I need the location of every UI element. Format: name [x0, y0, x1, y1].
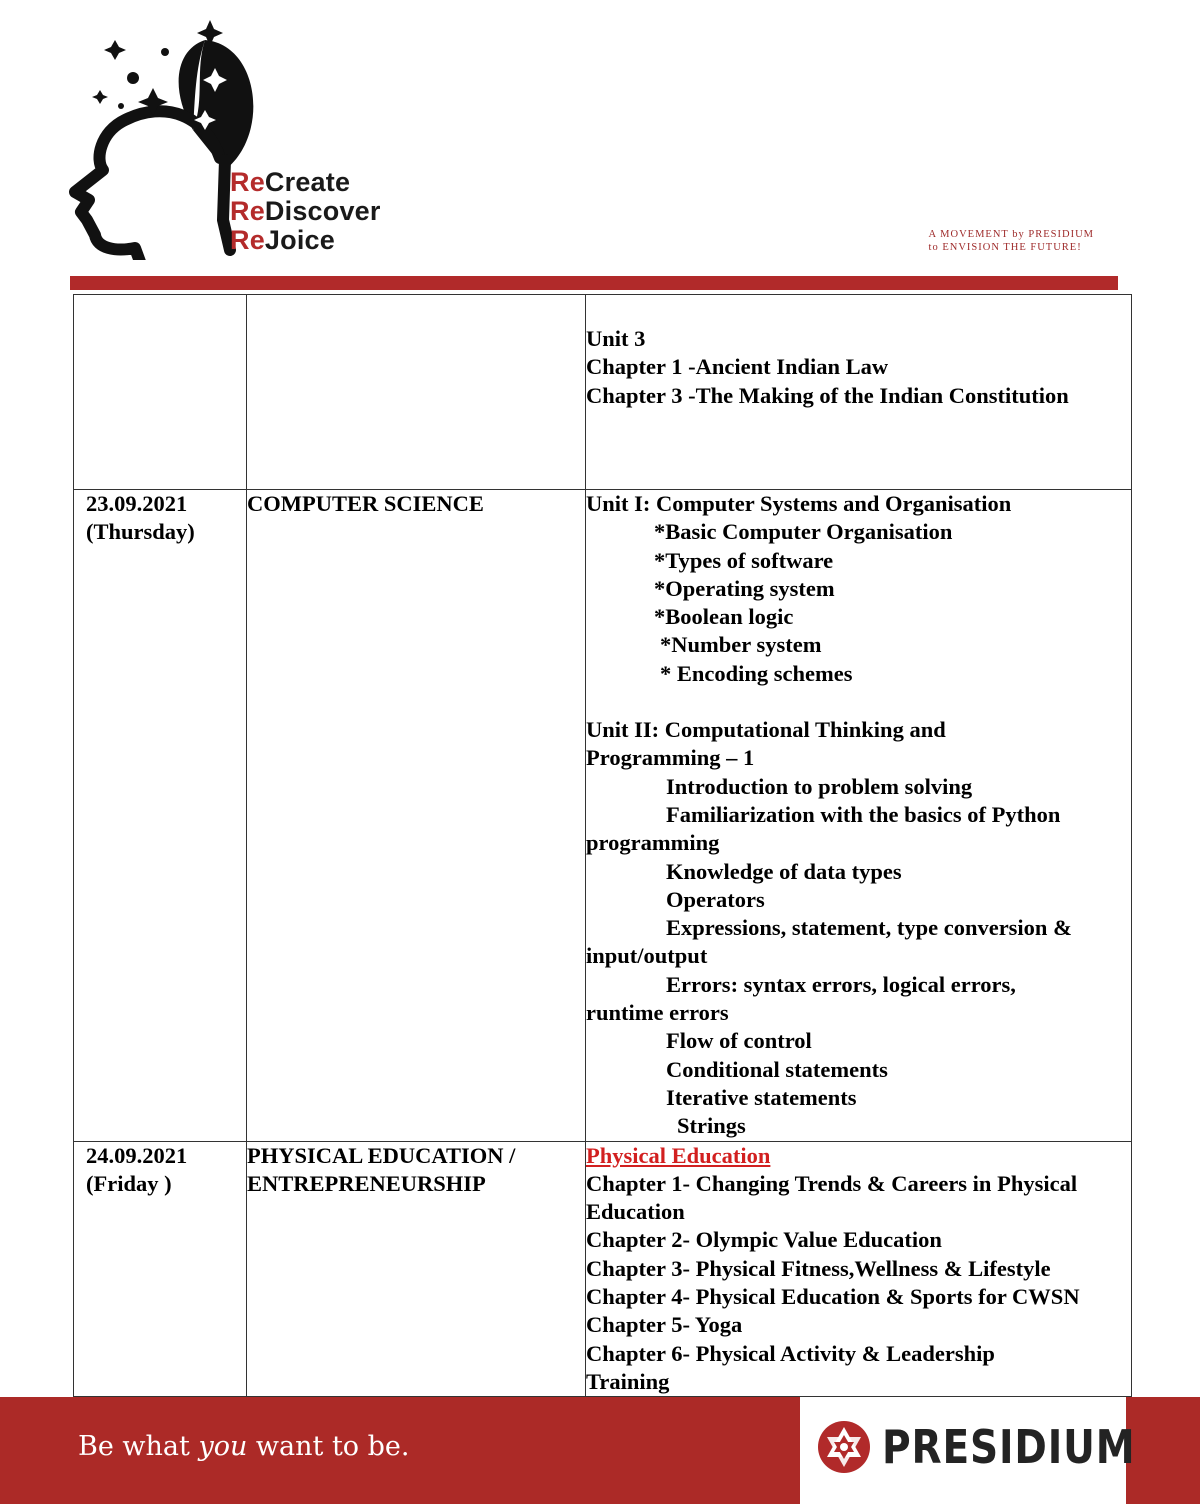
- syllabus-line: Chapter 6- Physical Activity & Leadership: [586, 1340, 995, 1366]
- syllabus-line: Unit 3: [586, 326, 646, 351]
- syllabus-line: input/output: [586, 943, 708, 969]
- presidium-brand: [816, 1419, 1180, 1475]
- syllabus-line: Chapter 1 -Ancient Indian Law: [586, 354, 889, 380]
- syllabus-line: programming: [586, 830, 720, 856]
- syllabus-line: Errors: syntax errors, logical errors,: [666, 971, 1016, 997]
- syllabus-cell: [586, 490, 1132, 1142]
- logo-line-3: ReJoice: [230, 225, 335, 255]
- syllabus-line: *Number system: [660, 632, 822, 658]
- syllabus-line: Chapter 3 -The Making of the Indian Constitution: [586, 382, 1069, 408]
- footer-tagline: Be what you want to be.: [78, 1431, 410, 1462]
- table-row: [74, 490, 1132, 1142]
- subject-name: PHYSICAL EDUCATION /: [247, 1142, 516, 1168]
- exam-date: 24.09.2021: [86, 1142, 188, 1168]
- exam-date: 23.09.2021: [86, 491, 188, 516]
- syllabus-cell: [586, 1141, 1132, 1397]
- syllabus-line: *Basic Computer Organisation: [654, 519, 953, 545]
- footer-banner: [0, 1397, 1200, 1504]
- table-row: [74, 1141, 1132, 1397]
- syllabus-line: Programming – 1: [586, 745, 755, 771]
- subject-cell: [247, 1141, 586, 1397]
- syllabus-line: *Operating system: [654, 575, 835, 601]
- date-cell: [74, 1141, 247, 1397]
- exam-day: (Friday ): [86, 1170, 172, 1196]
- syllabus-line: Unit I: Computer Systems and Organisation: [586, 491, 1012, 516]
- syllabus-line: Chapter 5- Yoga: [586, 1312, 743, 1338]
- table-row: [74, 295, 1132, 490]
- syllabus-line: Familiarization with the basics of Python: [666, 801, 1061, 827]
- syllabus-line: Expressions, statement, type conversion &: [666, 915, 1072, 941]
- syllabus-line: Chapter 3- Physical Fitness,Wellness & Lifestyle: [586, 1255, 1051, 1281]
- movement-slogan: A MOVEMENT by PRESIDIUM to ENVISION THE FUTURE!: [928, 229, 1094, 253]
- date-cell: [74, 490, 247, 1142]
- syllabus-line: Chapter 1- Changing Trends & Careers in Physical: [586, 1170, 1078, 1196]
- logo-line-2: ReDiscover: [230, 196, 381, 226]
- syllabus-line: * Encoding schemes: [660, 660, 853, 686]
- logo-wordmark: [230, 168, 381, 255]
- syllabus-line: runtime errors: [586, 1000, 729, 1026]
- footer-brand-panel: [800, 1397, 1136, 1504]
- syllabus-line: Operators: [666, 886, 765, 912]
- syllabus-line: Introduction to problem solving: [666, 773, 973, 799]
- syllabus-line: Iterative statements: [666, 1084, 857, 1110]
- presidium-star-emblem-icon: [816, 1419, 872, 1475]
- syllabus-line: Training: [586, 1368, 670, 1394]
- physical-education-heading: Physical Education: [586, 1142, 771, 1168]
- subject-cell: [247, 490, 586, 1142]
- header-divider: [70, 276, 1118, 290]
- subject-name: ENTREPRENEURSHIP: [247, 1170, 486, 1196]
- presidium-wordmark: PRESIDIUM: [882, 1420, 1136, 1474]
- syllabus-line: Conditional statements: [666, 1056, 888, 1082]
- syllabus-line: Flow of control: [666, 1028, 812, 1054]
- syllabus-line: Education: [586, 1199, 685, 1225]
- syllabus-line: Chapter 2- Olympic Value Education: [586, 1227, 942, 1253]
- date-cell: [74, 295, 247, 490]
- syllabus-line: *Types of software: [654, 547, 834, 573]
- logo-line-1: ReCreate: [230, 167, 351, 197]
- exam-day: (Thursday): [86, 519, 195, 545]
- syllabus-line: Chapter 4- Physical Education & Sports for CWSN: [586, 1284, 1080, 1310]
- syllabus-line: Knowledge of data types: [666, 858, 902, 884]
- syllabus-line: Strings: [677, 1113, 746, 1139]
- syllabus-cell: [586, 295, 1132, 490]
- subject-cell: [247, 295, 586, 490]
- syllabus-line: [586, 688, 1131, 716]
- syllabus-line: *Boolean logic: [654, 604, 794, 630]
- subject-name: COMPUTER SCIENCE: [247, 491, 484, 516]
- syllabus-line: Unit II: Computational Thinking and: [586, 717, 946, 743]
- syllabus-table: [73, 294, 1132, 1397]
